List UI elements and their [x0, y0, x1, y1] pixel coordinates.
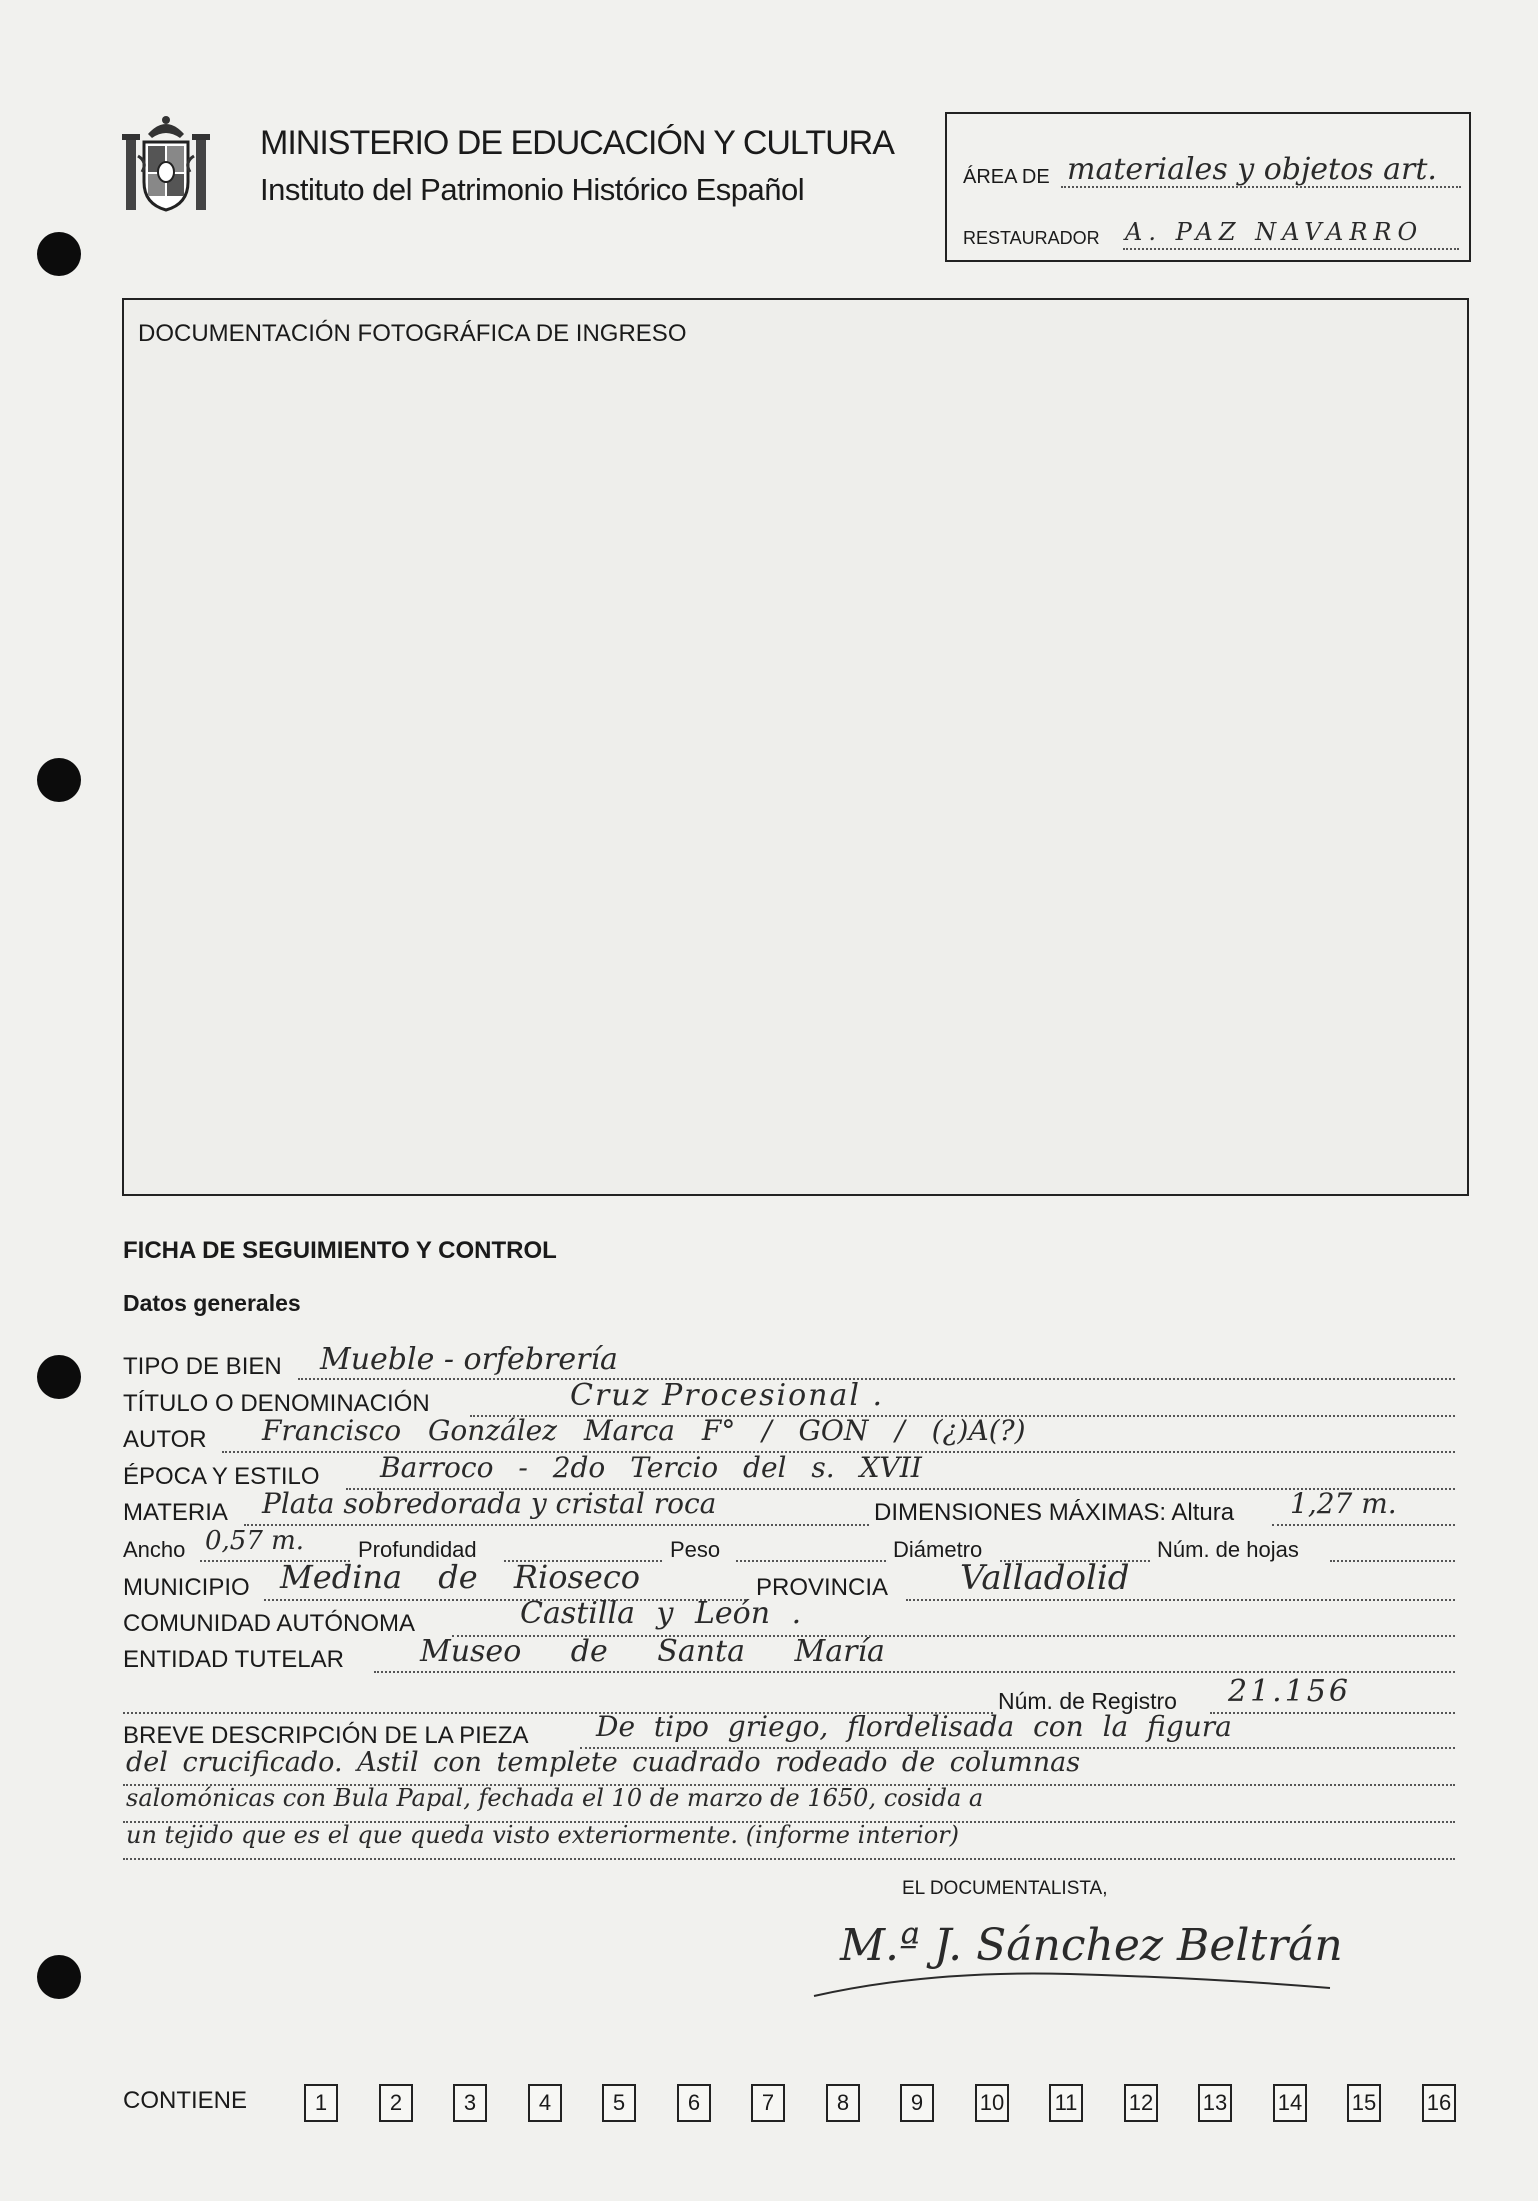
ficha-title: FICHA DE SEGUIMIENTO Y CONTROL	[123, 1237, 557, 1264]
contiene-box[interactable]: 6	[677, 2084, 711, 2122]
institute-subtitle: Instituto del Patrimonio Histórico Español	[260, 172, 805, 207]
autor-label: AUTOR	[123, 1426, 207, 1453]
peso-dotted-line	[736, 1560, 886, 1562]
descripcion-line-1: De tipo griego, flordelisada con la figura	[596, 1710, 1232, 1743]
municipio-label: MUNICIPIO	[123, 1574, 250, 1601]
contiene-box[interactable]: 3	[453, 2084, 487, 2122]
titulo-label: TÍTULO O DENOMINACIÓN	[123, 1390, 430, 1417]
ancho-label: Ancho	[123, 1537, 186, 1562]
materia-dotted-line	[244, 1524, 869, 1526]
tipo-value: Mueble - orfebrería	[320, 1342, 618, 1377]
contiene-box[interactable]: 13	[1198, 2084, 1232, 2122]
descripcion-line-4: un tejido que es el que queda visto exteriormente. (informe interior)	[126, 1821, 959, 1849]
punch-hole	[37, 1355, 81, 1399]
photo-section-title: DOCUMENTACIÓN FOTOGRÁFICA DE INGRESO	[138, 320, 687, 347]
restaurador-dotted-line	[1123, 248, 1459, 250]
contiene-box[interactable]: 7	[751, 2084, 785, 2122]
contiene-box[interactable]: 4	[528, 2084, 562, 2122]
area-label: ÁREA DE	[963, 166, 1050, 188]
contiene-box[interactable]: 14	[1273, 2084, 1307, 2122]
provincia-dotted-line	[906, 1599, 1455, 1601]
registro-value: 21.156	[1228, 1674, 1351, 1709]
registro-dotted-line	[1210, 1712, 1455, 1714]
contiene-box[interactable]: 16	[1422, 2084, 1456, 2122]
documentalista-label: EL DOCUMENTALISTA,	[902, 1878, 1108, 1899]
entidad-value: Museo de Santa María	[420, 1634, 885, 1669]
signature-underline	[810, 1960, 1350, 2010]
punch-hole	[37, 1955, 81, 1999]
peso-label: Peso	[670, 1537, 721, 1562]
restaurador-label: RESTAURADOR	[963, 228, 1100, 248]
provincia-value: Valladolid	[960, 1558, 1130, 1598]
dimensiones-label: DIMENSIONES MÁXIMAS: Altura	[874, 1499, 1235, 1526]
materia-label: MATERIA	[123, 1499, 228, 1526]
contiene-box[interactable]: 2	[379, 2084, 413, 2122]
contiene-box[interactable]: 9	[900, 2084, 934, 2122]
punch-hole	[37, 232, 81, 276]
contiene-box[interactable]: 15	[1347, 2084, 1381, 2122]
titulo-value: Cruz Procesional .	[570, 1378, 885, 1413]
photo-documentation-box	[122, 298, 1469, 1196]
contiene-box[interactable]: 1	[304, 2084, 338, 2122]
altura-dotted-line	[1272, 1524, 1455, 1526]
registro-label: Núm. de Registro	[998, 1688, 1177, 1714]
area-box	[945, 112, 1471, 262]
epoca-value: Barroco - 2do Tercio del s. XVII	[380, 1451, 922, 1484]
ancho-value: 0,57 m.	[205, 1526, 305, 1556]
area-value: materiales y objetos art.	[1067, 152, 1437, 187]
hojas-dotted-line	[1330, 1560, 1455, 1562]
entidad-dotted-line	[374, 1671, 1455, 1673]
descripcion-label: BREVE DESCRIPCIÓN DE LA PIEZA	[123, 1722, 529, 1749]
descripcion-line-2: del crucificado. Astil con templete cuadrado rodeado de columnas	[126, 1747, 1081, 1778]
contiene-box[interactable]: 10	[975, 2084, 1009, 2122]
contiene-box[interactable]: 5	[602, 2084, 636, 2122]
tipo-label: TIPO DE BIEN	[123, 1353, 282, 1380]
municipio-value: Medina de Rioseco	[280, 1558, 641, 1596]
entidad-label: ENTIDAD TUTELAR	[123, 1646, 344, 1673]
contiene-box[interactable]: 8	[826, 2084, 860, 2122]
punch-hole	[37, 758, 81, 802]
hojas-label: Núm. de hojas	[1157, 1537, 1299, 1562]
descripcion-line-3: salomónicas con Bula Papal, fechada el 10 de marzo de 1650, cosida a	[126, 1784, 984, 1812]
ficha-subtitle: Datos generales	[123, 1290, 301, 1316]
provincia-label: PROVINCIA	[756, 1574, 889, 1601]
autor-value: Francisco González Marca F° / GON / (¿)A(?)	[262, 1414, 1026, 1447]
descripcion-dotted-line-4	[123, 1858, 1455, 1860]
contiene-box[interactable]: 11	[1049, 2084, 1083, 2122]
comunidad-value: Castilla y León .	[520, 1596, 802, 1631]
materia-value: Plata sobredorada y cristal roca	[262, 1487, 717, 1520]
contiene-label: CONTIENE	[123, 2087, 248, 2114]
profundidad-label: Profundidad	[358, 1537, 477, 1562]
signature: M.ª J. Sánchez Beltrán	[840, 1920, 1343, 1971]
altura-value: 1,27 m.	[1290, 1487, 1397, 1520]
ministry-title: MINISTERIO DE EDUCACIÓN Y CULTURA	[260, 124, 894, 162]
diametro-label: Diámetro	[893, 1537, 983, 1562]
coat-of-arms-icon	[118, 112, 214, 216]
area-dotted-line	[1061, 186, 1461, 188]
epoca-label: ÉPOCA Y ESTILO	[123, 1463, 320, 1490]
contiene-box[interactable]: 12	[1124, 2084, 1158, 2122]
comunidad-label: COMUNIDAD AUTÓNOMA	[123, 1610, 416, 1637]
restaurador-value: A. PAZ NAVARRO	[1125, 218, 1424, 246]
